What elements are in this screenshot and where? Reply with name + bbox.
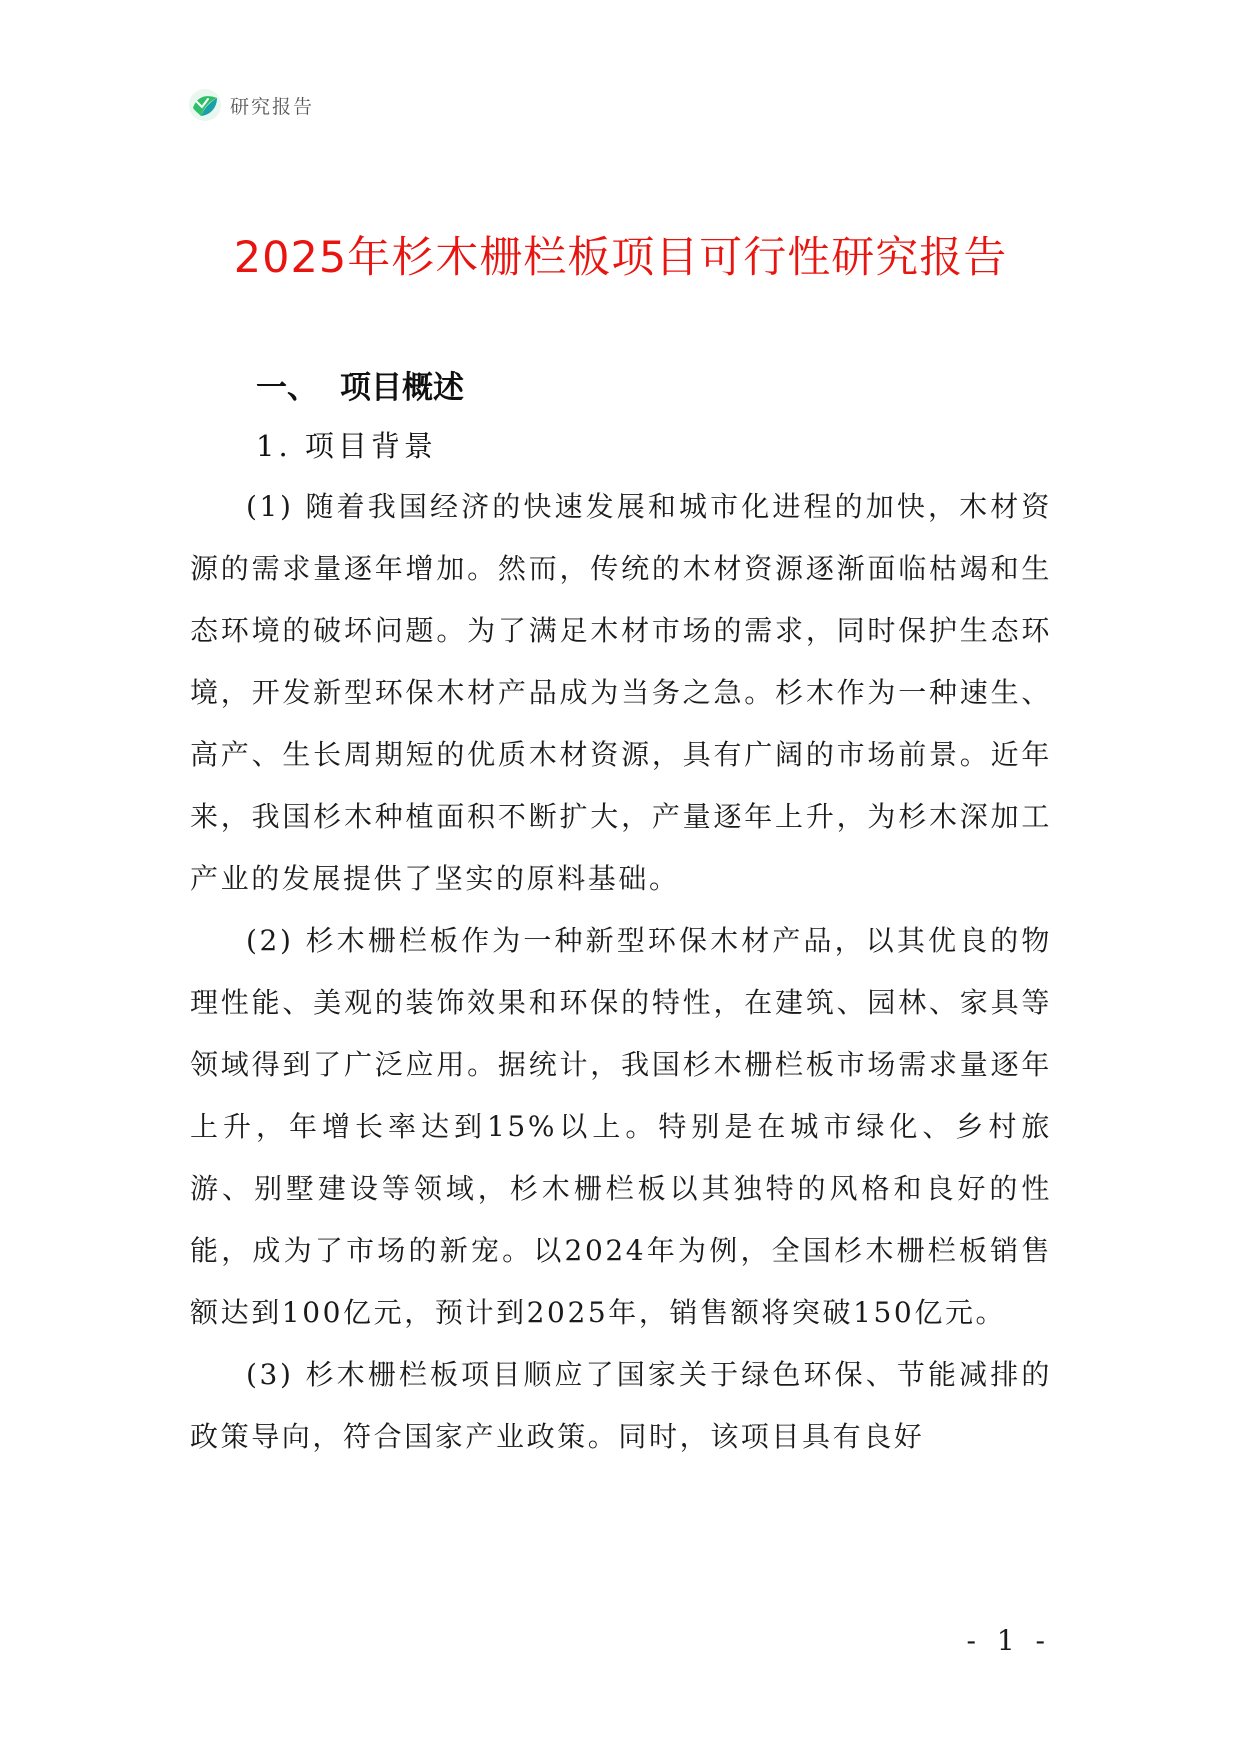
- document-body: [190, 476, 1052, 1468]
- header-label: 研究报告: [230, 95, 315, 118]
- section-heading: [256, 362, 464, 407]
- section-number: 一、: [256, 370, 318, 406]
- page-number: - 1 -: [966, 1624, 1051, 1657]
- section-title: 项目概述: [340, 370, 464, 406]
- leaf-logo-icon: [188, 88, 222, 122]
- paragraph-3: (3) 杉木栅栏板项目顺应了国家关于绿色环保、节能减排的政策导向，符合国家产业政策。同时，该项目具有良好: [190, 1358, 1052, 1453]
- paragraph-2: (2) 杉木栅栏板作为一种新型环保木材产品，以其优良的物理性能、美观的装饰效果和环保的特性，在建筑、园林、家具等领域得到了广泛应用。据统计，我国杉木栅栏板市场需求量逐年上升，年增长率达到15%以上。特别是在城市绿化、乡村旅游、别墅建设等领域，杉木栅栏板以其独特的风格和良好的性能，成为了市场的新宠。以2024年为例，全国杉木栅栏板销售额达到100亿元，预计到2025年，销售额将突破150亿元。: [190, 924, 1052, 1329]
- paragraph-1: (1) 随着我国经济的快速发展和城市化进程的加快，木材资源的需求量逐年增加。然而，传统的木材资源逐渐面临枯竭和生态环境的破坏问题。为了满足木材市场的需求，同时保护生态环境，开发新型环保木材产品成为当务之急。杉木作为一种速生、高产、生长周期短的优质木材资源，具有广阔的市场前景。近年来，我国杉木种植面积不断扩大，产量逐年上升，为杉木深加工产业的发展提供了坚实的原料基础。: [190, 490, 1052, 895]
- document-title: 2025年杉木栅栏板项目可行性研究报告: [233, 233, 1008, 283]
- subsection-heading: 1. 项目背景: [256, 429, 437, 463]
- page-header: [188, 88, 314, 122]
